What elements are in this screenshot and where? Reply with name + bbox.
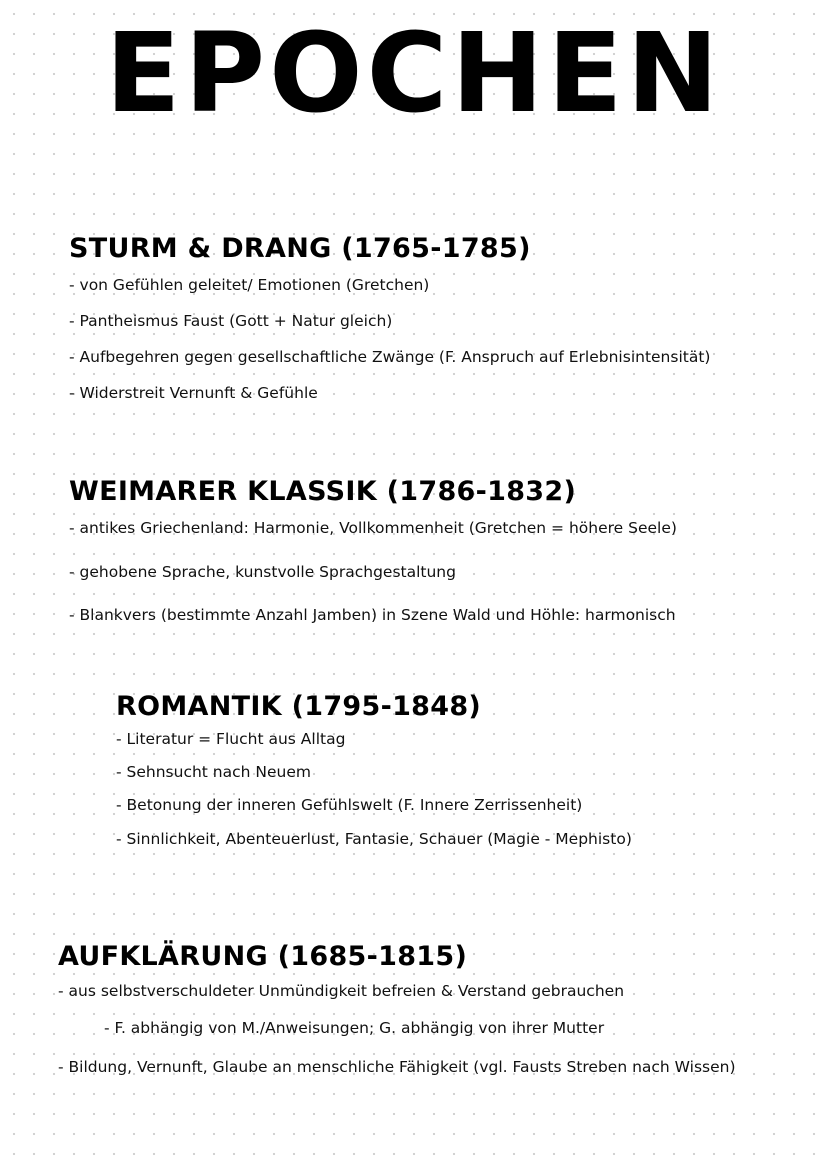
section-heading: WEIMARER KLASSIK (1786-1832)	[69, 476, 577, 507]
list-item: - Sehnsucht nach Neuem	[116, 763, 311, 781]
list-item: - F. abhängig von M./Anweisungen; G. abhängig von ihrer Mutter	[104, 1019, 605, 1037]
section-heading: AUFKLÄRUNG (1685-1815)	[58, 941, 468, 972]
list-item: - aus selbstverschuldeter Unmündigkeit befreien & Verstand gebrauchen	[58, 982, 625, 1000]
page-title-text: EPOCHEN	[105, 9, 723, 137]
list-item: - gehobene Sprache, kunstvolle Sprachgestaltung	[69, 563, 456, 581]
list-item: - Aufbegehren gegen gesellschaftliche Zwänge (F. Anspruch auf Erlebnisintensität)	[69, 348, 711, 366]
list-item: - von Gefühlen geleitet/ Emotionen (Gretchen)	[69, 276, 430, 294]
list-item: - Widerstreit Vernunft & Gefühle	[69, 384, 318, 402]
list-item: - Bildung, Vernunft, Glaube an menschliche Fähigkeit (vgl. Fausts Streben nach Wissen)	[58, 1058, 736, 1076]
list-item: - Blankvers (bestimmte Anzahl Jamben) in Szene Wald und Höhle: harmonisch	[69, 606, 676, 624]
page-title	[0, 9, 828, 148]
section-aufklaerung	[58, 940, 798, 1090]
section-romantik	[116, 690, 756, 860]
section-heading: ROMANTIK (1795-1848)	[116, 691, 482, 722]
section-heading: STURM & DRANG (1765-1785)	[69, 233, 531, 264]
section-weimarer-klassik	[69, 475, 769, 635]
list-item: - Betonung der inneren Gefühlswelt (F. Innere Zerrissenheit)	[116, 796, 583, 814]
list-item: - Pantheismus Faust (Gott + Natur gleich)	[69, 312, 393, 330]
section-sturm-und-drang	[69, 232, 769, 412]
list-item: - antikes Griechenland: Harmonie, Vollkommenheit (Gretchen = höhere Seele)	[69, 519, 677, 537]
list-item: - Literatur = Flucht aus Alltag	[116, 730, 346, 748]
list-item: - Sinnlichkeit, Abenteuerlust, Fantasie, Schauer (Magie - Mephisto)	[116, 830, 632, 848]
